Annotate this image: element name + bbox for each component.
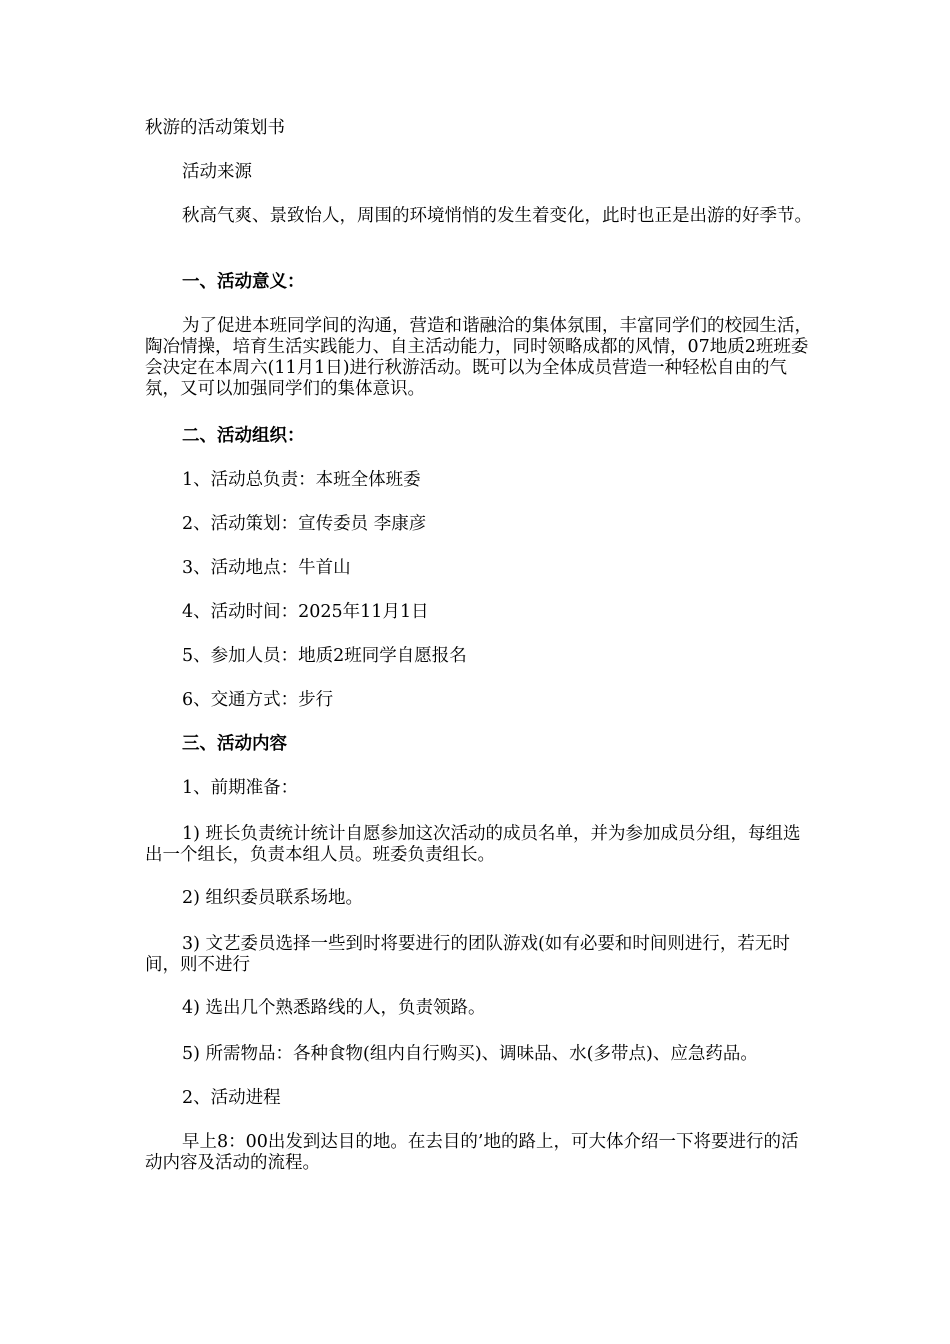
org-item: 6、交通方式：步行 xyxy=(182,690,334,710)
org-item: 3、活动地点：牛首山 xyxy=(182,558,351,578)
org-item: 5、参加人员：地质2班同学自愿报名 xyxy=(182,646,467,666)
process-paragraph: 早上8：00出发到达目的地。在去目的’地的路上，可大体介绍一下将要进行的活动内容及活动的流程。 xyxy=(145,1132,799,1173)
source-heading: 活动来源 xyxy=(182,162,252,182)
prep-item: 2) 组织委员联系场地。 xyxy=(182,888,364,908)
prep-item: 1) 班长负责统计统计自愿参加这次活动的成员名单，并为参加成员分组，每组选出一个组长，负责本组人员。班委负责组长。 xyxy=(145,824,801,865)
section1-paragraph: 为了促进本班同学间的沟通，营造和谐融洽的集体氛围，丰富同学们的校园生活，陶冶情操，培育生活实践能力、自主活动能力，同时领略成都的风情，07地质2班班委会决定在本周六(11月1日)进行秋游活动。既可以为全体成员营造一种轻松自由的气氛，又可以加强同学们的集体意识。 xyxy=(145,316,812,399)
org-item: 4、活动时间：2025年11月1日 xyxy=(182,602,429,622)
prep-item: 3) 文艺委员选择一些到时将要进行的团队游戏(如有必要和时间则进行，若无时间，则不进行 xyxy=(145,934,790,975)
prep-item: 5) 所需物品：各种食物(组内自行购买)、调味品、水(多带点)、应急药品。 xyxy=(182,1044,758,1064)
document-title: 秋游的活动策划书 xyxy=(145,118,285,138)
source-paragraph: 秋高气爽、景致怡人，周围的环境悄悄的发生着变化，此时也正是出游的好季节。 xyxy=(182,206,812,226)
process-heading: 2、活动进程 xyxy=(182,1088,281,1108)
prep-item: 4) 选出几个熟悉路线的人，负责领路。 xyxy=(182,998,486,1018)
org-item: 2、活动策划：宣传委员 李康彦 xyxy=(182,514,427,534)
org-item: 1、活动总负责：本班全体班委 xyxy=(182,470,421,490)
section1-heading: 一、活动意义： xyxy=(182,272,305,292)
section3-heading: 三、活动内容 xyxy=(182,734,287,754)
prep-heading: 1、前期准备： xyxy=(182,778,299,798)
section2-heading: 二、活动组织： xyxy=(182,426,305,446)
